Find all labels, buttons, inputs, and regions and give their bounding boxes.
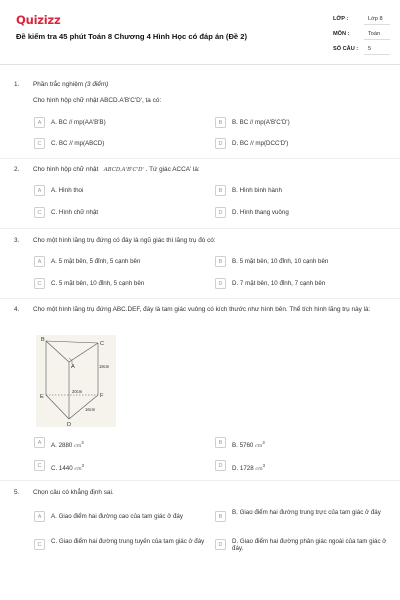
option-letter-box[interactable]: D — [215, 207, 226, 218]
question-text-italic: (3 điểm) — [84, 81, 109, 88]
option-letter-box[interactable]: D — [215, 278, 226, 289]
option-letter-box[interactable]: D — [215, 138, 226, 149]
option-letter-box[interactable]: A — [34, 185, 45, 196]
option-letter-box[interactable]: C — [34, 278, 45, 289]
vertex-label: E — [40, 394, 44, 400]
option-letter-box[interactable]: A — [34, 256, 45, 267]
question-divider — [0, 228, 400, 229]
vertex-label: D — [67, 422, 72, 427]
option-text: B. Giao điểm hai đường trung trực của tam giác ở đáy — [232, 508, 381, 516]
question-divider — [0, 480, 400, 481]
option-text: D. Hình thang vuông — [232, 208, 289, 216]
option-letter-box[interactable]: C — [34, 207, 45, 218]
option-value: D. 1728 — [232, 464, 254, 472]
edge-ed — [46, 395, 69, 419]
vertex-label: F — [100, 393, 104, 399]
meta-label-subject: MÔN : — [333, 31, 350, 37]
option-text: D. 7 mặt bên, 10 đỉnh, 7 cạnh bên — [232, 279, 326, 287]
meta-underline — [364, 39, 390, 40]
option-unit: cm — [74, 466, 82, 472]
option-letter-box[interactable]: C — [34, 539, 45, 550]
option-letter-box[interactable]: B — [215, 437, 226, 448]
edge-bc — [46, 341, 98, 343]
question-number: 5. — [14, 489, 20, 496]
meta-label-count: SỐ CÂU : — [333, 46, 359, 52]
question-text-tail: . Tứ giác ACCA' là: — [145, 166, 200, 173]
math-expression: ABCD.A'B'C'D' — [103, 167, 144, 173]
question-text — [33, 81, 388, 89]
question-divider — [0, 298, 400, 299]
vertex-label: A — [71, 364, 75, 370]
option-letter-box[interactable]: B — [215, 511, 226, 522]
option-letter-box[interactable]: B — [215, 256, 226, 267]
dimension-label: 20cm — [72, 389, 83, 394]
option-text — [51, 462, 206, 474]
quizizz-logo: Quizizz — [16, 13, 61, 27]
option-text: A. 5 mặt bên, 5 đỉnh, 5 cạnh bên — [51, 257, 141, 265]
option-text: A. Giao điểm hai đường cao của tam giác ở đáy — [51, 512, 183, 520]
option-text: A. Hình thoi — [51, 186, 84, 194]
option-text: D. BC // mp(DCC'D') — [232, 139, 289, 147]
option-letter-box[interactable]: B — [215, 185, 226, 196]
question-text-main: Phần trắc nghiệm — [33, 81, 84, 88]
option-exponent: 3 — [262, 462, 265, 468]
vertex-label: B — [41, 337, 45, 343]
meta-underline — [364, 54, 390, 55]
option-value: B. 5760 — [232, 441, 254, 449]
meta-value-grade: Lớp 8 — [368, 16, 383, 22]
prism-figure — [36, 335, 116, 427]
option-text: C. Giao điểm hai đường trung tuyến của tam giác ở đáy — [51, 537, 205, 545]
question-text — [33, 166, 388, 174]
option-text — [232, 439, 387, 451]
vertex-label: C — [100, 341, 105, 347]
option-exponent: 3 — [262, 439, 265, 445]
question-number: 4. — [14, 306, 20, 313]
option-text: A. BC // mp(AA'B'B) — [51, 118, 106, 126]
option-exponent: 3 — [81, 462, 84, 468]
question-divider — [0, 158, 400, 159]
option-letter-box[interactable]: A — [34, 511, 45, 522]
meta-value-count: 5 — [368, 46, 372, 52]
meta-underline — [364, 24, 390, 25]
question-text: Cho một hình lăng trụ đứng ABC.DEF, đáy là tam giác vuông có kích thước như hình bên. Thể tích hình lăng trụ này là: — [33, 306, 371, 313]
option-exponent: 3 — [81, 439, 84, 445]
question-number: 2. — [14, 166, 20, 173]
option-value: C. 1440 — [51, 464, 73, 472]
question-subtext: Cho hình hộp chữ nhật ABCD.A'B'C'D', ta có: — [33, 97, 162, 104]
prism-diagram — [36, 335, 116, 427]
meta-label-grade: LỚP : — [333, 16, 349, 22]
option-letter-box[interactable]: D — [215, 539, 226, 550]
option-letter-box[interactable]: C — [34, 138, 45, 149]
worksheet-header — [0, 0, 400, 64]
header-divider — [0, 64, 400, 65]
worksheet-title: Đề kiểm tra 45 phút Toán 8 Chương 4 Hình Học có đáp án (Đề 2) — [16, 32, 248, 41]
question-text-main: Cho hình hộp chữ nhật — [33, 166, 99, 173]
option-text: B. BC // mp(A'B'C'D') — [232, 118, 290, 126]
option-letter-box[interactable]: C — [34, 460, 45, 471]
option-text — [51, 439, 206, 451]
dimension-label: 16cm — [85, 407, 96, 412]
option-letter-box[interactable]: A — [34, 437, 45, 448]
edge-ac — [69, 343, 98, 362]
option-text: B. Hình bình hành — [232, 186, 282, 194]
option-text: D. Giao điểm hai đường phân giác ngoài của tam giác ở đáy. — [232, 537, 387, 553]
question-number: 3. — [14, 237, 20, 244]
option-unit: cm — [255, 443, 263, 449]
dimension-label: 18cm — [99, 364, 110, 369]
meta-value-subject: Toán — [368, 31, 381, 37]
option-text — [232, 462, 387, 474]
option-text: B. 5 mặt bên, 10 đỉnh, 10 cạnh bên — [232, 257, 329, 265]
option-value: A. 2880 — [51, 441, 73, 449]
option-letter-box[interactable]: A — [34, 117, 45, 128]
option-text: C. BC // mp(ABCD) — [51, 139, 105, 147]
question-text: Cho một hình lăng trụ đứng có đáy là ngũ giác thì lăng trụ đó có: — [33, 237, 216, 244]
option-letter-box[interactable]: D — [215, 460, 226, 471]
option-letter-box[interactable]: B — [215, 117, 226, 128]
option-unit: cm — [255, 466, 263, 472]
edge-ba — [46, 341, 69, 362]
option-text: C. 5 mặt bên, 10 đỉnh, 5 cạnh bên — [51, 279, 145, 287]
option-unit: cm — [74, 443, 82, 449]
question-number: 1. — [14, 81, 20, 88]
question-text: Chọn câu có khẳng định sai. — [33, 489, 114, 496]
option-text: C. Hình chữ nhật — [51, 208, 99, 216]
